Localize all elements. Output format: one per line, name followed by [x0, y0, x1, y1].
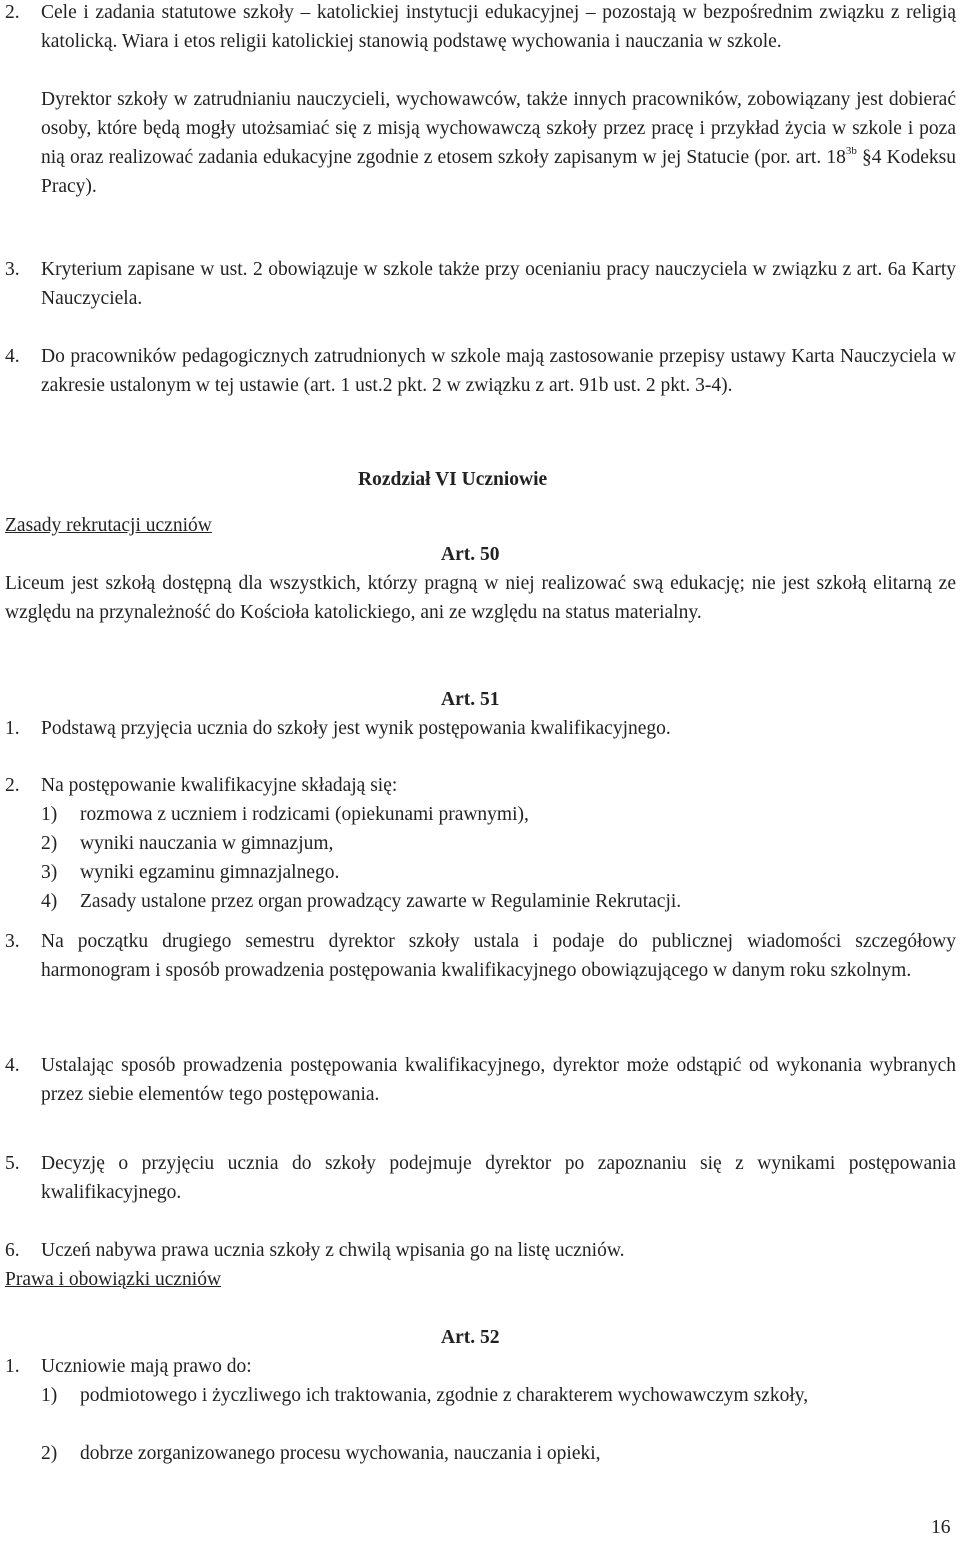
chapter-title: Rozdział VI Uczniowie — [358, 469, 548, 490]
art-52-item-1-text: podmiotowego i życzliwego ich traktowania, zgodnie z charakterem wychowawczym szkoły, — [80, 1385, 809, 1406]
art-52-item-2-text: dobrze zorganizowanego procesu wychowania, nauczania i opieki, — [80, 1443, 601, 1464]
art-51-p2-item-3-text: wyniki egzaminu gimnazjalnego. — [80, 862, 340, 883]
art-51-p1-number: 1. — [5, 718, 20, 739]
art-52-p1-text: Uczniowie mają prawo do: — [41, 1356, 252, 1377]
art-51-title: Art. 51 — [441, 689, 500, 710]
art-51-p2-item-3-number: 3) — [41, 862, 58, 883]
art-50-title: Art. 50 — [441, 544, 500, 565]
art-51-p2-text: Na postępowanie kwalifikacyjne składają się: — [41, 775, 398, 796]
art-51-p3-text: Na początku drugiego semestru dyrektor szkoły ustala i podaje do publicznej wiadomości szczegółowy harmonogram i sposób prowadzenia postępowania kwalifikacyjnego obowiązującego w danym roku szkolnym. — [41, 931, 956, 981]
art-51-p1-text: Podstawą przyjęcia ucznia do szkoły jest wynik postępowania kwalifikacyjnego. — [41, 718, 671, 739]
item-4-number: 4. — [5, 346, 20, 367]
item-4-text: Do pracowników pedagogicznych zatrudnionych w szkole mają zastosowanie przepisy ustawy Karta Nauczyciela w zakresie ustalonym w tej ustawie (art. 1 ust.2 pkt. 2 w związku z art. 91b ust. 2 pkt. 3-4). — [41, 346, 956, 396]
art-51-p4-text: Ustalając sposób prowadzenia postępowania kwalifikacyjnego, dyrektor może odstąpić od wykonania wybranych przez siebie elementów tego postępowania. — [41, 1055, 956, 1105]
item-3-number: 3. — [5, 259, 20, 280]
art-52-item-1-number: 1) — [41, 1385, 58, 1406]
art-51-p5-text: Decyzję o przyjęciu ucznia do szkoły podejmuje dyrektor po zapoznaniu się z wynikami postępowania kwalifikacyjnego. — [41, 1153, 956, 1203]
item-2-superscript: 3b — [845, 145, 857, 157]
art-51-p2-item-4-number: 4) — [41, 891, 58, 912]
art-50-text: Liceum jest szkołą dostępną dla wszystkich, którzy pragną w niej realizować swą edukację; nie jest szkołą elitarną ze względu na przynależność do Kościoła katolickiego, ani ze względu na status materialny. — [5, 573, 956, 623]
art-51-p2-item-1-number: 1) — [41, 804, 58, 825]
item-2-text: Cele i zadania statutowe szkoły – katolickiej instytucji edukacyjnej – pozostają w bezpośrednim związku z religią katolicką. Wiara i etos religii katolickiej stanowią podstawę wychowania i nauczania w szkole. — [41, 2, 956, 52]
art-51-p2-item-4-text: Zasady ustalone przez organ prowadzący zawarte w Regulaminie Rekrutacji. — [80, 891, 682, 912]
art-51-p5-number: 5. — [5, 1153, 20, 1174]
art-52-item-2-number: 2) — [41, 1443, 58, 1464]
item-2-number: 2. — [5, 2, 20, 23]
art-51-p6-text: Uczeń nabywa prawa ucznia szkoły z chwilą wpisania go na listę uczniów. — [41, 1240, 625, 1261]
section-rights-heading: Prawa i obowiązki uczniów — [5, 1269, 222, 1290]
art-51-p6-number: 6. — [5, 1240, 20, 1261]
item-2-paragraph-2 — [41, 85, 956, 201]
art-51-p2-item-2-number: 2) — [41, 833, 58, 854]
item-2-paragraph-2-main: Dyrektor szkoły w zatrudnianiu nauczycieli, wychowawców, także innych pracowników, zobowiązany jest dobierać osoby, które będą mogły utożsamiać się z misją wychowawczą szkoły przez pracę i przykład życia w szkole i poza nią oraz realizować zadania edukacyjne zgodnie z etosem szkoły zapisanym w jej Statucie (por. art. 18 — [41, 89, 956, 168]
art-51-p2-item-2-text: wyniki nauczania w gimnazjum, — [80, 833, 334, 854]
item-2-paragraph-2-end: §4 Kodeksu Pracy). — [41, 147, 957, 197]
art-51-p4-number: 4. — [5, 1055, 20, 1076]
art-51-p3-number: 3. — [5, 931, 20, 952]
art-52-title: Art. 52 — [441, 1327, 500, 1348]
art-51-p2-number: 2. — [5, 775, 20, 796]
section-recruitment-heading: Zasady rekrutacji uczniów — [5, 515, 212, 536]
art-52-p1-number: 1. — [5, 1356, 20, 1377]
page-number: 16 — [931, 1517, 951, 1538]
item-3-text: Kryterium zapisane w ust. 2 obowiązuje w szkole także przy ocenianiu pracy nauczyciela w związku z art. 6a Karty Nauczyciela. — [41, 259, 956, 309]
art-51-p2-item-1-text: rozmowa z uczniem i rodzicami (opiekunami prawnymi), — [80, 804, 529, 825]
